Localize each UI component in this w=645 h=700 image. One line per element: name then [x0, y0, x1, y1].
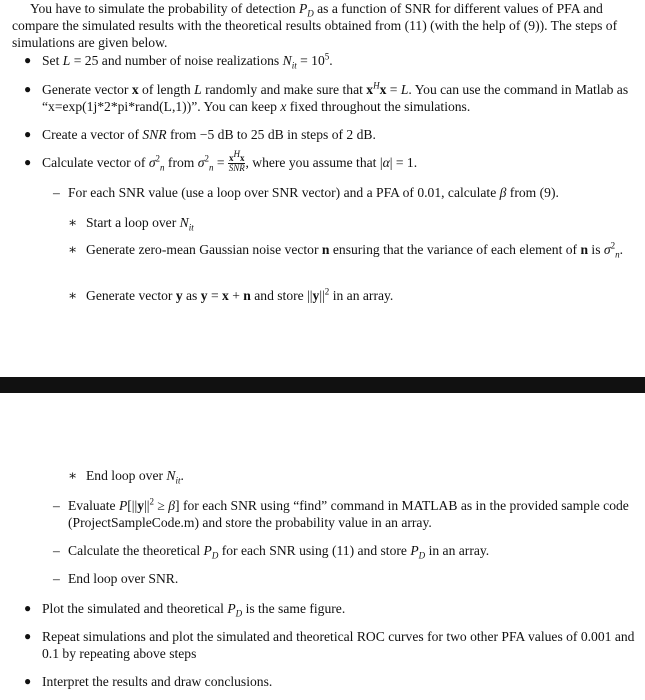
list-item-text: Set L = 25 and number of noise realizations $N_{it} = 10^5$. — [42, 51, 333, 71]
list-item-text: Create a vector of SNR from −5 dB to 25 dB in steps of 2 dB. — [42, 127, 376, 142]
bullet-dot-icon: ● — [24, 127, 32, 141]
list-item-text: End loop over SNR. — [68, 571, 179, 586]
list-item-text: End loop over $N_{it}$. — [86, 468, 184, 486]
list-item-text: Interpret the results and draw conclusions. — [42, 674, 273, 689]
list-item-text: Generate vector x of length L randomly and make sure that $x^Hx = L$. You can use the command in Matlab as “x=exp(1j*2*pi*rand(L,1))”. You can keep x fixed throughout the simulations. — [42, 80, 629, 114]
bullet-dot-icon: ● — [24, 53, 32, 67]
list-item-text: Generate zero-mean Gaussian noise vector n ensuring that the variance of each element of n is $\sigma^2_n$. — [86, 240, 624, 260]
star-marker-icon: ∗ — [68, 215, 78, 230]
bullet-dot-icon: ● — [24, 674, 32, 688]
list-item-text: Calculate vector of $\sigma^2_n$ from $\sigma^2_n$ = $\frac{x^Hx}{\text{SNR}}$ , where you assume that |α| = 1. — [42, 149, 418, 174]
intro-text: You have to simulate the probability of detection — [30, 1, 299, 16]
list-item-text: For each SNR value (use a loop over SNR vector) and a PFA of 0.01, calculate β from (9). — [68, 185, 559, 200]
dash-marker-icon: – — [53, 543, 60, 558]
intro-text: as a function of SNR for different values of PFA and compare the simulated results with the theoretical results obtained from (11) (with the help of (9)). The steps of simulations are given below. — [12, 1, 618, 50]
page-break-bar — [0, 377, 645, 393]
bullet-dot-icon: ● — [24, 601, 32, 615]
bullet-dot-icon: ● — [24, 155, 32, 169]
list-item-text: Evaluate $P[||y||^2 \ge \beta]$ for each SNR using “find” command in MATLAB as in the provided sample code (ProjectSampleCode.m) and store the probability value in an array. — [68, 496, 629, 530]
list-item-text: Calculate the theoretical $P_D$ for each SNR using (11) and store $P_D$ in an array. — [68, 543, 490, 561]
intro-paragraph — [12, 0, 638, 51]
star-marker-icon: ∗ — [68, 468, 78, 483]
fraction: $\frac{x^Hx}{\text{SNR}}$ — [228, 149, 245, 174]
star-marker-icon: ∗ — [68, 288, 78, 303]
dash-marker-icon: – — [53, 185, 60, 200]
dash-marker-icon: – — [53, 498, 60, 513]
star-marker-icon: ∗ — [68, 242, 78, 257]
dash-marker-icon: – — [53, 571, 60, 586]
list-item-text: Generate vector y as y = x + n and store $||y||^2$ in an array. — [86, 286, 394, 303]
bullet-dot-icon: ● — [24, 82, 32, 96]
list-item-text: Repeat simulations and plot the simulated and theoretical ROC curves for two other PFA values of 0.001 and 0.1 by repeating above steps — [42, 629, 635, 661]
math-subscript: D — [307, 8, 314, 19]
math-symbol: P — [298, 1, 308, 16]
bullet-dot-icon: ● — [24, 629, 32, 643]
list-item-text: Plot the simulated and theoretical $P_D$ is the same figure. — [42, 601, 346, 619]
list-item-text: Start a loop over $N_{it}$ — [86, 215, 194, 233]
